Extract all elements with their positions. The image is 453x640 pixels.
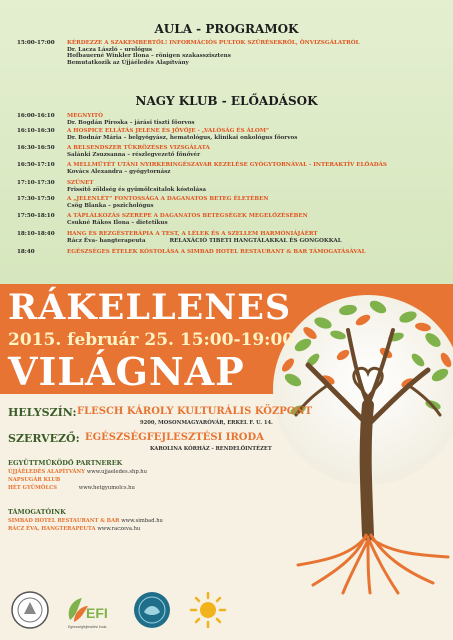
aula-line-2: Dr. Lacza László – urológus — [67, 46, 153, 53]
aula-line-4: Bemutatkozik az Újjáéledés Alapítvány — [67, 59, 189, 66]
venue-label: HELYSZÍN: — [8, 406, 77, 419]
venue-address: 9200, MOSONMAGYARÓVÁR, ERKEL F. U. 14. — [140, 420, 273, 426]
efi-logo — [64, 590, 114, 630]
organizer-name: EGÉSZSÉGFEJLESZTÉSI IRODA — [85, 432, 264, 443]
talk-time: 16:00-16:10 — [17, 113, 55, 119]
talk-time: 16:30-16:50 — [17, 145, 55, 151]
talk-title: HANG ÉS REZGÉSTERÁPIA A TEST, A LÉLEK ÉS A SZELLEM HARMÓNIÁJÁÉRT — [67, 231, 318, 237]
talk-speaker: Salánki Zsuzsanna – részlegvezető főnővér — [67, 151, 201, 158]
talk-title: MEGNYITÓ — [67, 113, 103, 119]
talk-title: A BELSENDSZER TÜKRÖZÉSES VIZSGÁLATA — [67, 145, 210, 151]
talk-time: 18:10-18:40 — [17, 231, 55, 237]
hero-date: 2015. február 25. 15:00-19:00 — [8, 330, 295, 350]
partner-item — [8, 485, 135, 491]
partner-item — [8, 469, 147, 475]
supporter-item — [8, 518, 163, 524]
talk-speaker: Rácz Éva- hangterapeuta — [67, 237, 146, 244]
talk-time: 17:10-17:30 — [17, 180, 55, 186]
nagyklub-title: NAGY KLUB - ELŐADÁSOK — [135, 94, 318, 108]
sun-logo — [188, 590, 228, 630]
talk-time: 16:10-16:30 — [17, 128, 55, 134]
talk-subtitle: RELAXÁCIÓ TIBETI HANGTÁLAKKAL ÉS GONGOKKAL — [169, 237, 342, 244]
tree-illustration — [268, 285, 453, 595]
partner-url[interactable]: www.ujjaeledes.shp.hu — [86, 469, 147, 475]
venue-name: FLESCH KÁROLY KULTURÁLIS KÖZPONT — [77, 406, 313, 417]
talk-title: A MELLMŰTÉT UTÁNI NYIRKERINGÉSZAVAR KEZELÉSE GYÓGYTORNÁVAL - INTERAKTÍV ELŐADÁS — [67, 162, 387, 168]
aula-line-3: Hofbauerné Winkler Ilona – rönigen szakasszisztens — [67, 53, 231, 60]
foundation-seal-logo — [132, 590, 172, 630]
talk-speaker: Frissítő zöldség és gyümölcsitalok kóstolása — [67, 186, 206, 193]
partner-name: HÉT GYÜMÖLCS — [8, 485, 57, 491]
aula-time: 15:00-17:00 — [17, 40, 55, 46]
partner-url[interactable]: www.hetgyumolcs.hu — [78, 485, 135, 491]
efi-logo-text: EFI — [86, 605, 108, 621]
hospital-seal-logo — [10, 590, 50, 630]
talk-speaker: Csög Blanka – pszichológus — [67, 202, 154, 209]
partner-name: NAPSUGÁR KLUB — [8, 477, 61, 483]
aula-title: AULA - PROGRAMOK — [154, 22, 299, 36]
talk-title: SZÜNET — [67, 180, 94, 186]
talk-speaker: Csukné Rákos Ilona – dietetikus — [67, 219, 168, 226]
supporter-name: RÁCZ ÉVA, HANGTERAPEUTA — [8, 526, 96, 532]
efi-logo-subtext: Egészségfejlesztési Iroda — [68, 625, 107, 629]
talk-speaker: Dr. Bodnár Mária – belgyógyász, hematológus, klinikai onkológus főorvos — [67, 134, 298, 141]
talk-time: 18:40 — [17, 249, 35, 255]
talk-speaker: Kovács Alexandra – gyógytornász — [67, 168, 171, 175]
talk-speaker: Dr. Bogdán Piroska – járási tiszti főorvos — [67, 119, 195, 126]
supporter-item — [8, 526, 140, 532]
talk-time: 17:30-17:50 — [17, 196, 55, 202]
organizer-label: SZERVEZŐ: — [8, 432, 80, 445]
talk-time: 17:50-18:10 — [17, 213, 55, 219]
supporter-url[interactable]: www.simbad.hu — [121, 518, 163, 524]
supporters-title: TÁMOGATÓINK — [8, 508, 66, 516]
talk-title: A „JELENLÉT” FONTOSSÁGA A DAGANATOS BETEG ÉLETÉBEN — [67, 196, 269, 202]
talk-title: EGÉSZSÉGES ÉTELEK KÓSTOLÁSA A SIMBAD HOTEL RESTAURANT & BAR TÁMOGATÁSÁVAL — [67, 249, 366, 255]
partner-name: ÚJJÁÉLEDÉS ALAPÍTVÁNY — [8, 469, 85, 475]
hero-word-2: VILÁGNAP — [8, 349, 245, 394]
aula-line-1: KÉRDEZZE A SZAKEMBERTŐL! INFORMÁCIÓS PULTOK SZŰRÉSEKRŐL, ÖNVIZSGÁLATRÓL — [67, 40, 360, 46]
organizer-sub: KAROLINA KÓRHÁZ - RENDELŐINTÉZET — [150, 446, 272, 452]
supporter-url[interactable]: www.raczeva.hu — [97, 526, 141, 532]
partners-title: EGYÜTTMŰKÖDŐ PARTNEREK — [8, 459, 123, 467]
hero-word-1: RÁKELLENES — [8, 287, 292, 328]
talk-title: A TÁPLÁLKOZÁS SZEREPE A DAGANATOS BETEGSÉGEK MEGELŐZÉSÉBEN — [67, 213, 308, 219]
talk-title: A HOSPICE ELLÁTÁS JELENE ÉS JÖVŐJE - „VALÓSÁG ÉS ÁLOM” — [67, 128, 270, 134]
talk-time: 16:50-17:10 — [17, 162, 55, 168]
partner-item — [8, 477, 60, 483]
supporter-name: SIMBAD HOTEL RESTAURANT & BAR — [8, 518, 120, 524]
